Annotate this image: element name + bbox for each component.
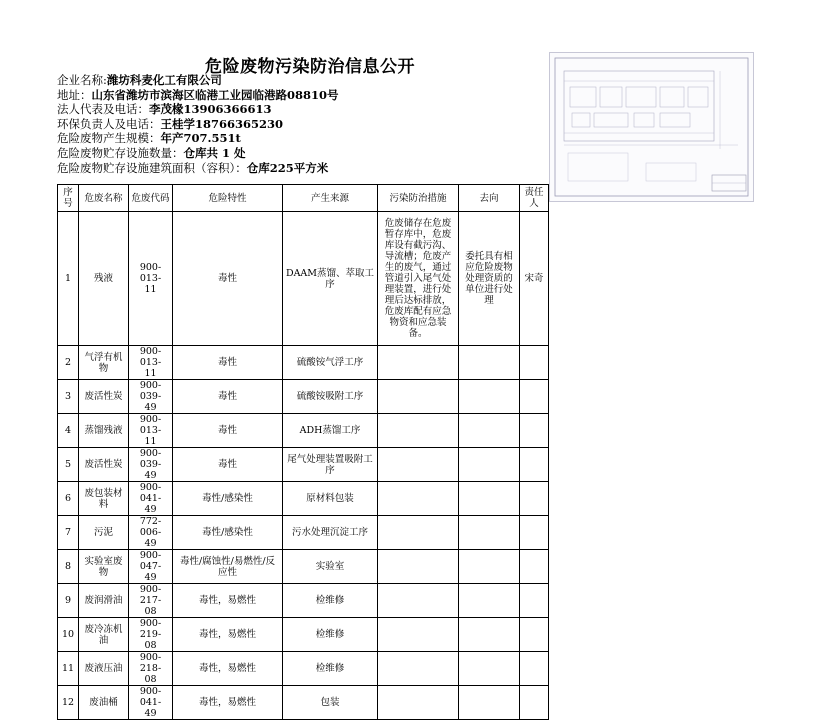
- site-plan-graphic: [550, 53, 753, 201]
- table-header-row: [58, 185, 549, 212]
- storage-area-label: 危险废物贮存设施建筑面积（容积）：: [57, 160, 247, 175]
- cell-measures: [378, 346, 459, 380]
- legal-rep-value: 李茂椽13906366613: [149, 102, 272, 117]
- cell-hazard: 毒性: [173, 448, 283, 482]
- table-row: [58, 584, 549, 618]
- page-title: 危险废物污染防治信息公开: [205, 57, 415, 77]
- company-name-value: 潍坊科麦化工有限公司: [106, 73, 222, 87]
- table-row: [58, 618, 549, 652]
- site-plan-drawing: [549, 52, 754, 202]
- cell-hazard: 毒性/感染性: [173, 482, 283, 516]
- cell-waste-code: 900-041- 49: [129, 686, 173, 720]
- cell-no: 6: [58, 482, 79, 516]
- cell-responsible: [520, 618, 549, 652]
- cell-destination: [459, 448, 520, 482]
- address-line: [57, 88, 339, 103]
- table-row: [58, 550, 549, 584]
- cell-no: 1: [58, 212, 79, 346]
- cell-destination: [459, 618, 520, 652]
- header-destination: 去向: [459, 185, 520, 212]
- cell-measures: 危废储存在危废 暂存库中，危废 库设有截污沟、 导流槽；危废产 生的废气，通过 管道引入尾气处 理装置，进行处 理后达标排放， 危废库配有应急 物资和应急装 备。: [378, 212, 459, 346]
- header-waste-code: 危废代码: [129, 185, 173, 212]
- cell-waste-name: 废润滑油: [79, 584, 129, 618]
- env-officer-line: [57, 117, 339, 132]
- cell-responsible: [520, 482, 549, 516]
- header-responsible: 责任 人: [520, 185, 549, 212]
- storage-count-value: 仓库共 1 处: [183, 145, 246, 160]
- cell-no: 11: [58, 652, 79, 686]
- cell-no: 4: [58, 414, 79, 448]
- storage-area-value: 仓库225平方米: [246, 160, 329, 175]
- waste-scale-value: 年产707.551t: [160, 131, 241, 146]
- cell-waste-name: 气浮有机 物: [79, 346, 129, 380]
- cell-source: 检维修: [283, 584, 378, 618]
- header-hazard: 危险特性: [173, 185, 283, 212]
- address-value: 山东省潍坊市滨海区临港工业园临港路08810号: [91, 87, 339, 102]
- header-source: 产生来源: [283, 185, 378, 212]
- cell-hazard: 毒性: [173, 346, 283, 380]
- cell-destination: [459, 516, 520, 550]
- cell-measures: [378, 686, 459, 720]
- cell-waste-name: 废包装材 料: [79, 482, 129, 516]
- cell-waste-name: 实验室废 物: [79, 550, 129, 584]
- company-name-label: 企业名称:: [57, 73, 107, 87]
- cell-destination: [459, 346, 520, 380]
- cell-destination: [459, 380, 520, 414]
- cell-measures: [378, 380, 459, 414]
- cell-hazard: 毒性，易燃性: [173, 652, 283, 686]
- cell-responsible: [520, 346, 549, 380]
- cell-source: DAAM蒸馏、萃取工 序: [283, 212, 378, 346]
- cell-no: 7: [58, 516, 79, 550]
- cell-waste-name: 废冷冻机 油: [79, 618, 129, 652]
- storage-count-line: [57, 146, 339, 161]
- cell-waste-code: 900-217- 08: [129, 584, 173, 618]
- cell-waste-name: 残液: [79, 212, 129, 346]
- cell-hazard: 毒性: [173, 212, 283, 346]
- cell-source: 硫酸铵气浮工序: [283, 346, 378, 380]
- company-info-block: [57, 73, 339, 175]
- cell-hazard: 毒性/感染性: [173, 516, 283, 550]
- cell-waste-name: 污泥: [79, 516, 129, 550]
- cell-waste-code: 900-219- 08: [129, 618, 173, 652]
- cell-measures: [378, 516, 459, 550]
- cell-measures: [378, 584, 459, 618]
- storage-count-label: 危险废物贮存设施数量：: [57, 145, 184, 160]
- cell-waste-code: 772-006- 49: [129, 516, 173, 550]
- table-row: [58, 516, 549, 550]
- company-name-line: [57, 73, 339, 88]
- cell-hazard: 毒性，易燃性: [173, 686, 283, 720]
- cell-responsible: [520, 550, 549, 584]
- cell-no: 2: [58, 346, 79, 380]
- cell-responsible: [520, 414, 549, 448]
- cell-waste-code: 900-013- 11: [129, 414, 173, 448]
- table-row: [58, 448, 549, 482]
- cell-no: 10: [58, 618, 79, 652]
- cell-destination: [459, 652, 520, 686]
- cell-source: 污水处理沉淀工序: [283, 516, 378, 550]
- cell-no: 12: [58, 686, 79, 720]
- cell-responsible: [520, 584, 549, 618]
- legal-rep-label: 法人代表及电话：: [57, 102, 149, 117]
- cell-hazard: 毒性/腐蚀性/易燃性/反 应性: [173, 550, 283, 584]
- cell-waste-code: 900-013- 11: [129, 212, 173, 346]
- cell-destination: [459, 686, 520, 720]
- cell-responsible: [520, 686, 549, 720]
- cell-measures: [378, 618, 459, 652]
- cell-source: 检维修: [283, 618, 378, 652]
- waste-scale-label: 危险废物产生规模：: [57, 131, 161, 146]
- header-no: 序 号: [58, 185, 79, 212]
- cell-hazard: 毒性，易燃性: [173, 584, 283, 618]
- cell-waste-code: 900-013- 11: [129, 346, 173, 380]
- cell-measures: [378, 448, 459, 482]
- storage-area-line: [57, 161, 339, 176]
- cell-responsible: [520, 516, 549, 550]
- cell-destination: [459, 584, 520, 618]
- cell-waste-code: 900-047- 49: [129, 550, 173, 584]
- header-waste-name: 危废名称: [79, 185, 129, 212]
- cell-waste-code: 900-218- 08: [129, 652, 173, 686]
- cell-hazard: 毒性，易燃性: [173, 618, 283, 652]
- cell-source: 检维修: [283, 652, 378, 686]
- cell-responsible: [520, 448, 549, 482]
- cell-no: 3: [58, 380, 79, 414]
- cell-source: 实验室: [283, 550, 378, 584]
- cell-destination: 委托具有相 应危险废物 处理资质的 单位进行处 理: [459, 212, 520, 346]
- cell-waste-code: 900-039- 49: [129, 448, 173, 482]
- hazardous-waste-table: [57, 184, 549, 720]
- cell-no: 5: [58, 448, 79, 482]
- cell-source: 包装: [283, 686, 378, 720]
- cell-hazard: 毒性: [173, 414, 283, 448]
- cell-waste-code: 900-039- 49: [129, 380, 173, 414]
- cell-destination: [459, 414, 520, 448]
- cell-no: 9: [58, 584, 79, 618]
- legal-rep-line: [57, 102, 339, 117]
- table-row: [58, 380, 549, 414]
- cell-waste-name: 废活性炭: [79, 380, 129, 414]
- cell-measures: [378, 652, 459, 686]
- env-officer-label: 环保负责人及电话：: [57, 116, 161, 131]
- env-officer-value: 王桂学18766365230: [160, 116, 284, 131]
- cell-waste-name: 废液压油: [79, 652, 129, 686]
- cell-destination: [459, 482, 520, 516]
- cell-source: 原材料包装: [283, 482, 378, 516]
- cell-waste-name: 废活性炭: [79, 448, 129, 482]
- cell-destination: [459, 550, 520, 584]
- cell-waste-code: 900-041- 49: [129, 482, 173, 516]
- cell-measures: [378, 414, 459, 448]
- table-row: [58, 482, 549, 516]
- cell-measures: [378, 482, 459, 516]
- table-row: [58, 346, 549, 380]
- cell-measures: [378, 550, 459, 584]
- cell-source: 硫酸铵吸附工序: [283, 380, 378, 414]
- cell-waste-name: 蒸馏残液: [79, 414, 129, 448]
- cell-responsible: [520, 380, 549, 414]
- header-measures: 污染防治措施: [378, 185, 459, 212]
- waste-scale-line: [57, 131, 339, 146]
- cell-source: 尾气处理装置吸附工 序: [283, 448, 378, 482]
- cell-hazard: 毒性: [173, 380, 283, 414]
- table-row: [58, 414, 549, 448]
- table-row: [58, 686, 549, 720]
- cell-responsible: 宋奇: [520, 212, 549, 346]
- table-row: [58, 652, 549, 686]
- address-label: 地址：: [57, 87, 92, 102]
- cell-source: ADH蒸馏工序: [283, 414, 378, 448]
- cell-waste-name: 废油桶: [79, 686, 129, 720]
- table-row: [58, 212, 549, 346]
- cell-responsible: [520, 652, 549, 686]
- cell-no: 8: [58, 550, 79, 584]
